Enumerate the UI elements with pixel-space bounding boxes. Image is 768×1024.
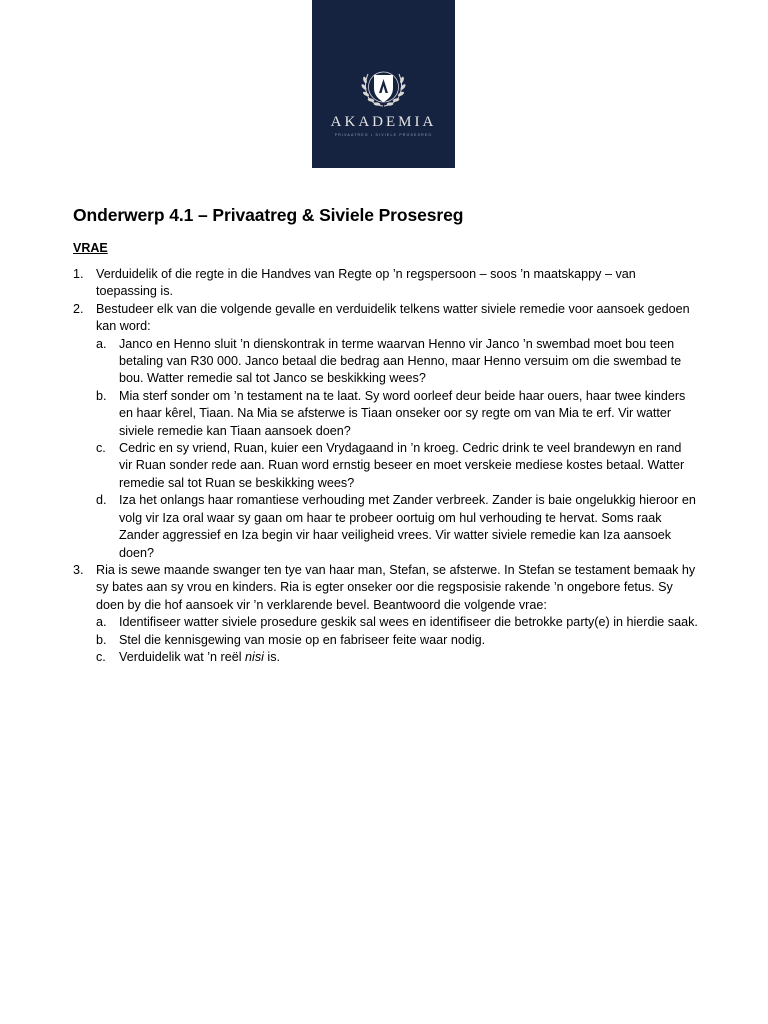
sub-question-3a <box>73 614 698 631</box>
section-heading: VRAE <box>73 241 108 255</box>
sub-question-2b <box>73 388 698 440</box>
sub-question-text: Mia sterf sonder om ’n testament na te laat. Sy word oorleef deur beide haar ouers, haar twee kinders en haar kêrel, Tiaan. Na Mia se afsterwe is Tiaan onseker oor sy regte om van Mia te erf. Vir watter siviele remedie kan Tiaan aansoek doen? <box>119 388 686 438</box>
sub-question-letter: b. <box>96 632 107 647</box>
sub-question-letter: b. <box>96 388 107 403</box>
sub-question-text: Janco en Henno sluit ’n dienskontrak in terme waarvan Henno vir Janco ’n swembad moet bou teen betaling van R30 000. Janco betaal die bedrag aan Henno, maar Henno versuim om die swembad te bou. Watter remedie sal tot Janco se beskikking wees? <box>119 336 682 386</box>
logo-tagline: PRIVAATREG • SIVIELE PROSESREG <box>334 133 433 137</box>
question-text: Ria is sewe maande swanger ten tye van haar man, Stefan, se afsterwe. In Stefan se testament bemaak hy sy bates aan sy vrou en kinders. Ria is egter onseker oor die regsposisie rakende ’n ongebore fetus. Sy doen by die hof aansoek vir ’n verklarende bevel. Beantwoord die volgende vrae: <box>96 562 696 612</box>
question-number: 2. <box>73 301 84 316</box>
sub-question-letter: a. <box>96 336 107 351</box>
sub-question-letter: c. <box>96 649 106 664</box>
sub-question-2d <box>73 492 698 562</box>
sub-question-text: Iza het onlangs haar romantiese verhouding met Zander verbreek. Zander is baie ongelukkig hieroor en volg vir Iza oral waar sy gaan om haar te probeer oortuig om hul verhouding te hervat. Soms raak Zander aggressief en Iza begin vir haar veiligheid vrees. Vir watter siviele remedie kan Iza aansoek doen? <box>119 493 696 560</box>
logo-wordmark: AKADEMIA <box>330 114 437 130</box>
sub-question-letter: d. <box>96 493 107 508</box>
sub-question-letter: c. <box>96 441 106 456</box>
sub-question-2a <box>73 336 698 388</box>
sub-question-text: Identifiseer watter siviele prosedure geskik sal wees en identifiseer die betrokke party(e) in hierdie saak. <box>119 615 698 630</box>
questions-list <box>73 266 698 666</box>
sub-question-letter: a. <box>96 615 107 630</box>
question-text: Verduidelik of die regte in die Handves van Regte op ’n regspersoon – soos ’n maatskappy – van toepassing is. <box>96 267 636 299</box>
page-title: Onderwerp 4.1 – Privaatreg & Siviele Prosesreg <box>73 205 464 225</box>
sub-question-text-after: is. <box>263 649 281 664</box>
question-number: 3. <box>73 562 84 577</box>
sub-question-2c <box>73 440 698 492</box>
question-1 <box>73 266 698 301</box>
question-2 <box>73 301 698 336</box>
question-3 <box>73 562 698 614</box>
shield-laurel-icon <box>312 0 455 168</box>
sub-question-text: Stel die kennisgewing van mosie op en fabriseer feite waar nodig. <box>119 632 486 647</box>
sub-question-text-italic: nisi <box>245 649 264 664</box>
sub-question-text-before: Verduidelik wat ’n reël <box>119 649 246 664</box>
akademia-logo <box>312 0 455 168</box>
sub-question-3c <box>73 649 698 666</box>
sub-question-3b <box>73 632 698 649</box>
question-text: Bestudeer elk van die volgende gevalle en verduidelik telkens watter siviele remedie voor aansoek gedoen kan word: <box>96 301 690 334</box>
sub-question-text: Cedric en sy vriend, Ruan, kuier een Vrydagaand in ’n kroeg. Cedric drink te veel brandewyn en rand vir Ruan sonder rede aan. Ruan word ernstig beseer en moet verskeie mediese kostes betaal. Watter remedie sal tot Ruan se beskikking wees? <box>119 441 685 490</box>
question-number: 1. <box>73 267 84 281</box>
